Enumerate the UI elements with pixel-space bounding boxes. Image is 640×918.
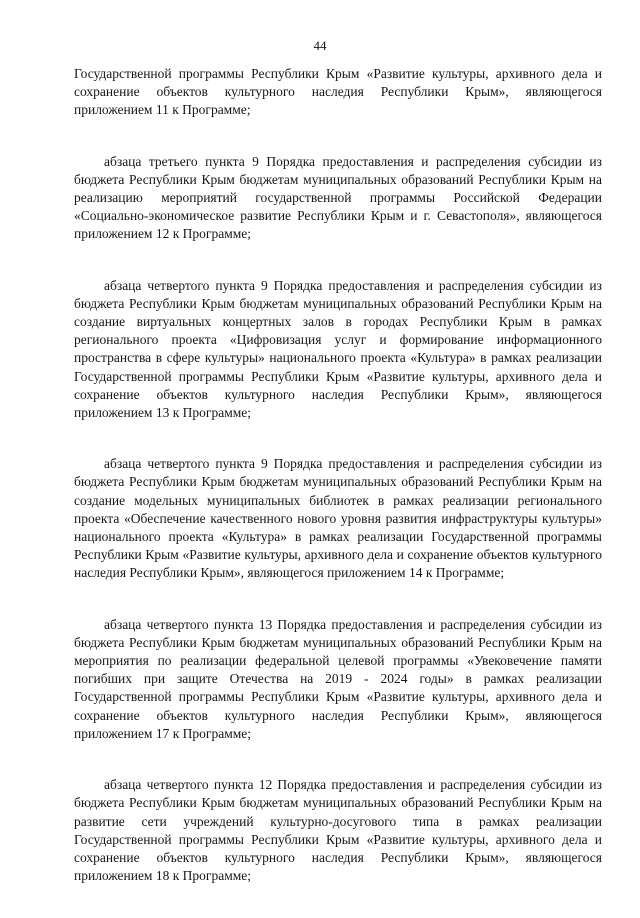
paragraph-continuation: Государственной программы Республики Крым «Развитие культуры, архивного дела и сохранение объектов культурного наследия Республики Крым», являющегося приложением 11 к Программе;: [74, 66, 602, 118]
paragraph: абзаца четвертого пункта 9 Порядка предоставления и распределения субсидии из бюджета Республики Крым бюджетам муниципальных образований Республики Крым на создание виртуальных концертных залов в городах Республики Крым в рамках регионального проекта «Цифровизация услуг и формирование информационного пространства в сфере культуры» национального проекта «Культура» в рамках реализации Государственной программы Республики Крым «Развитие культуры, архивного дела и сохранение объектов культурного наследия Республики Крым», являющегося приложением 13 к Программе;: [74, 277, 602, 421]
paragraph: абзаца четвертого пункта 13 Порядка предоставления и распределения субсидии из бюджета Республики Крым бюджетам муниципальных образований Республики Крым на мероприятия по реализации федеральной целевой программы «Увековечение памяти погибших при защите Отечества на 2019 - 2024 годы» в рамках реализации Государственной программы Республики Крым «Развитие культуры, архивного дела и сохранение объектов культурного наследия Республики Крым», являющегося приложением 17 к Программе;: [74, 616, 602, 741]
paragraph: абзаца третьего пункта 9 Порядка предоставления и распределения субсидии из бюджета Республики Крым бюджетам муниципальных образований Республики Крым на реализацию мероприятий государственной программы Российской Федерации «Социально-экономическое развитие Республики Крым и г. Севастополя», являющегося приложением 12 к Программе;: [74, 153, 602, 242]
page-number: 44: [313, 38, 327, 53]
paragraph: абзаца четвертого пункта 9 Порядка предоставления и распределения субсидии из бюджета Республики Крым бюджетам муниципальных образований Республики Крым на создание модельных муниципальных библиотек в рамках реализации регионального проекта «Обеспечение качественного нового уровня развития инфраструктуры культуры» национального проекта «Культура» в рамках реализации Государственной программы Республики Крым «Развитие культуры, архивного дела и сохранение объектов культурного наследия Республики Крым», являющегося приложением 14 к Программе;: [74, 456, 602, 581]
paragraph: абзаца четвертого пункта 12 Порядка предоставления и распределения субсидии из бюджета Республики Крым бюджетам муниципальных образований Республики Крым на развитие сети учреждений культурно-досугового типа в рамках реализации Государственной программы Республики Крым «Развитие культуры, архивного дела и сохранение объектов культурного наследия Республики Крым», являющегося приложением 18 к Программе;: [74, 777, 602, 884]
document-body: [74, 65, 602, 918]
